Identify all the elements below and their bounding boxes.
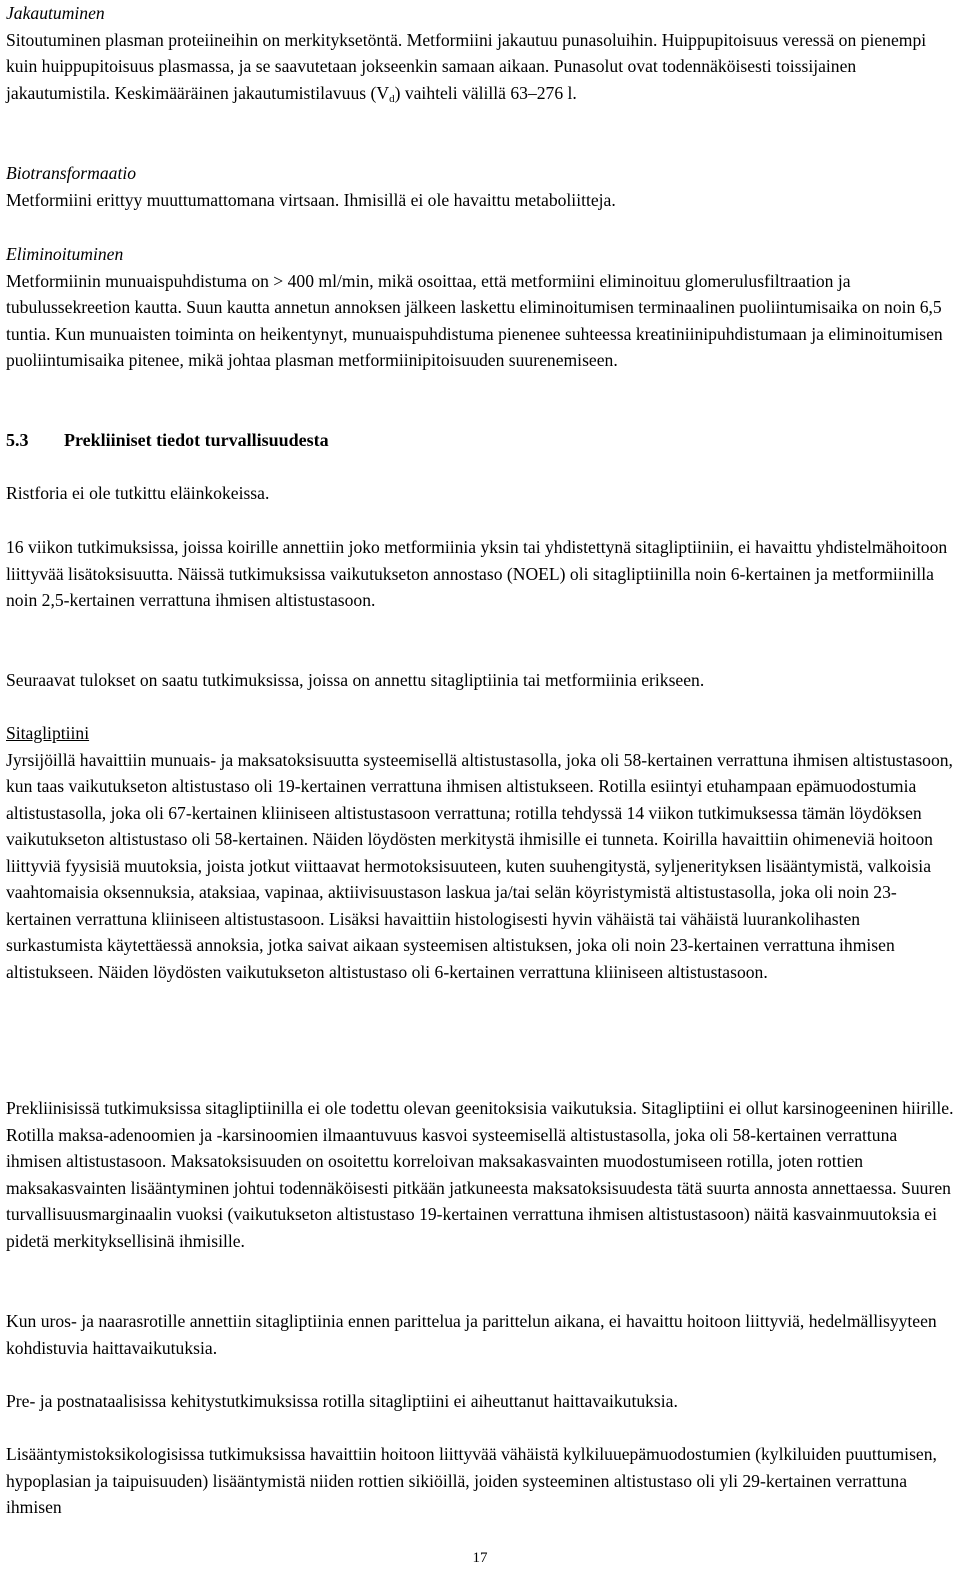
section-title: Prekliiniset tiedot turvallisuudesta <box>64 430 329 450</box>
paragraph-text: Prekliinisissä tutkimuksissa sitagliptiinilla ei ole todettu olevan geenitoksisia vaikutuksia. Sitagliptiini ei ollut karsinogeeninen hiirille. Rotilla maksa-adenoomien ja -karsinoomien ilmaantuvuus kasvoi systeemisellä altistustasolla, joka oli 58-kertainen verrattuna ihmisen altistustasoon. Maksatoksisuuden on osoitettu korreloivan maksakasvainten muodostumiseen rotilla, joten rottien maksakasvainten lisääntyminen johtui todennäköisesti pitkään jatkuneesta maksatoksisuudesta tätä suurta annosta annettaessa. Suuren turvallisuusmarginaalin vuoksi (vaikutukseton altistustaso 19-kertainen verrattuna ihmisen altistustasoon) näitä kasvainmuutoksia ei pidetä merkityksellisinä ihmisille. <box>6 1098 954 1251</box>
distribution-section <box>6 0 954 106</box>
sitagliptin-title: Sitagliptiini <box>6 723 90 743</box>
distribution-subscript: d <box>389 92 395 105</box>
distribution-text <box>6 27 954 107</box>
biotransformation-text: Metformiini erittyy muuttumattomana virtsaan. Ihmisillä ei ole havaittu metaboliitteja. <box>6 189 616 210</box>
paragraph-text: Ristforia ei ole tutkittu eläinkokeissa. <box>6 483 270 503</box>
paragraph-text: Pre- ja postnataalisissa kehitystutkimuksissa rotilla sitagliptiini ei aiheuttanut haittavaikutuksia. <box>6 1391 678 1411</box>
paragraph-no-animal-studies <box>6 480 954 507</box>
sitagliptin-toxicity-text: Jyrsijöillä havaittiin munuais- ja maksatoksisuutta systeemisellä altistustasolla, joka oli 58-kertainen verrattuna ihmisen altistustasoon, kun taas vaikutukseton altistustaso oli 19-kertainen verrattuna ihmisen altistukseen. Rotilla esiintyi etuhampaan epämuodostumia altistustasolla, joka oli 67-kertainen kliiniseen altistustasoon verrattuna; rotilla tehdyssä 14 viikon tutkimuksessa tämän löydöksen vaikutukseton altistustaso oli 58-kertainen. Näiden löydösten merkitystä ihmisille ei tunneta. Koirilla havaittiin ohimeneviä hoitoon liittyviä fyysisiä muutoksia, joista jotkut viittaavat hermotoksisuuteen, kuten suuhengitystä, syljenerityksen lisääntymistä, valkoisia vaahtomaisia oksennuksia, ataksiaa, vapinaa, aktiivisuustason laskua ja/tai selän köyristymistä altistustasolla, joka oli noin 23-kertainen verrattuna kliiniseen altistustasoon. Lisäksi havaittiin histologisesti hyvin vähäistä tai vähäistä luurankolihasten surkastumista käytettäessä annoksia, jotka saivat aikaan systeemisen altistuksen, joka oli noin 23-kertainen verrattuna ihmisen altistukseen. Näiden löydösten vaikutukseton altistustaso oli 6-kertainen verrattuna kliiniseen altistustasoon. <box>6 749 953 982</box>
paragraph-fertility <box>6 1308 954 1361</box>
page-number: 17 <box>472 1550 488 1566</box>
distribution-title: Jakautuminen <box>6 3 105 23</box>
elimination-text: Metformiinin munuaispuhdistuma on > 400 ml/min, mikä osoittaa, että metformiini eliminoituu glomerulusfiltraation ja tubulussekreetion kautta. Suun kautta annetun annoksen jälkeen laskettu eliminoitumisen terminaalinen puoliintumisaika on noin 6,5 tuntia. Kun munuaisten toiminta on heikentynyt, munuaispuhdistuma pienenee suhteessa kreatiniinipuhdistumaan ja eliminoitumisen puoliintumisaika pitenee, mikä johtaa plasman metformiinipitoisuuden suurenemiseen. <box>6 270 943 370</box>
paragraph-separate-results <box>6 667 954 694</box>
paragraph-text: Seuraavat tulokset on saatu tutkimuksissa, joissa on annettu sitagliptiinia tai metformiinia erikseen. <box>6 670 705 690</box>
paragraph-genotoxicity <box>6 1095 954 1254</box>
paragraph-text: Lisääntymistoksikologisissa tutkimuksissa havaittiin hoitoon liittyvää vähäistä kylkiluuepämuodostumien (kylkiluiden puuttumisen, hypoplasian ja taipuisuuden) lisääntymistä niiden rottien sikiöillä, joiden systeeminen altistustaso oli yli 29-kertainen verrattuna ihmisen <box>6 1444 937 1517</box>
distribution-text-main: Sitoutuminen plasman proteiineihin on merkityksetöntä. Metformiini jakautuu punasoluihin. Huippupitoisuus veressä on pienempi kuin huippupitoisuus plasmassa, ja se saavutetaan jokseenkin samaan aikaan. Punasolut ovat todennäköisesti toissijainen jakautumistila. Keskimääräinen jakautumistilavuus (V <box>6 29 927 103</box>
elimination-section <box>6 241 954 374</box>
section-number: 5.3 <box>6 430 29 450</box>
sitagliptin-section <box>6 720 954 985</box>
distribution-text-end: ) vaihteli välillä 63–276 l. <box>394 82 577 103</box>
biotransformation-title: Biotransformaatio <box>6 163 137 183</box>
biotransformation-section <box>6 160 954 213</box>
paragraph-text: Kun uros- ja naarasrotille annettiin sitagliptiinia ennen parittelua ja parittelun aikana, ei havaittu hoitoon liittyviä, hedelmällisyyteen kohdistuvia haittavaikutuksia. <box>6 1311 937 1358</box>
paragraph-combination-study <box>6 534 954 614</box>
paragraph-reproductive-toxicology <box>6 1441 954 1521</box>
paragraph-text: 16 viikon tutkimuksissa, joissa koirille annettiin joko metformiinia yksin tai yhdistettynä sitagliptiiniin, ei havaittu yhdistelmähoitoon liittyvää lisätoksisuutta. Näissä tutkimuksissa vaikutukseton annostaso (NOEL) oli sitagliptiinilla noin 6-kertainen ja metformiinilla noin 2,5-kertainen verrattuna ihmisen altistustasoon. <box>6 537 948 610</box>
section-heading <box>6 427 954 454</box>
elimination-title: Eliminoituminen <box>6 244 124 264</box>
paragraph-development <box>6 1388 954 1415</box>
